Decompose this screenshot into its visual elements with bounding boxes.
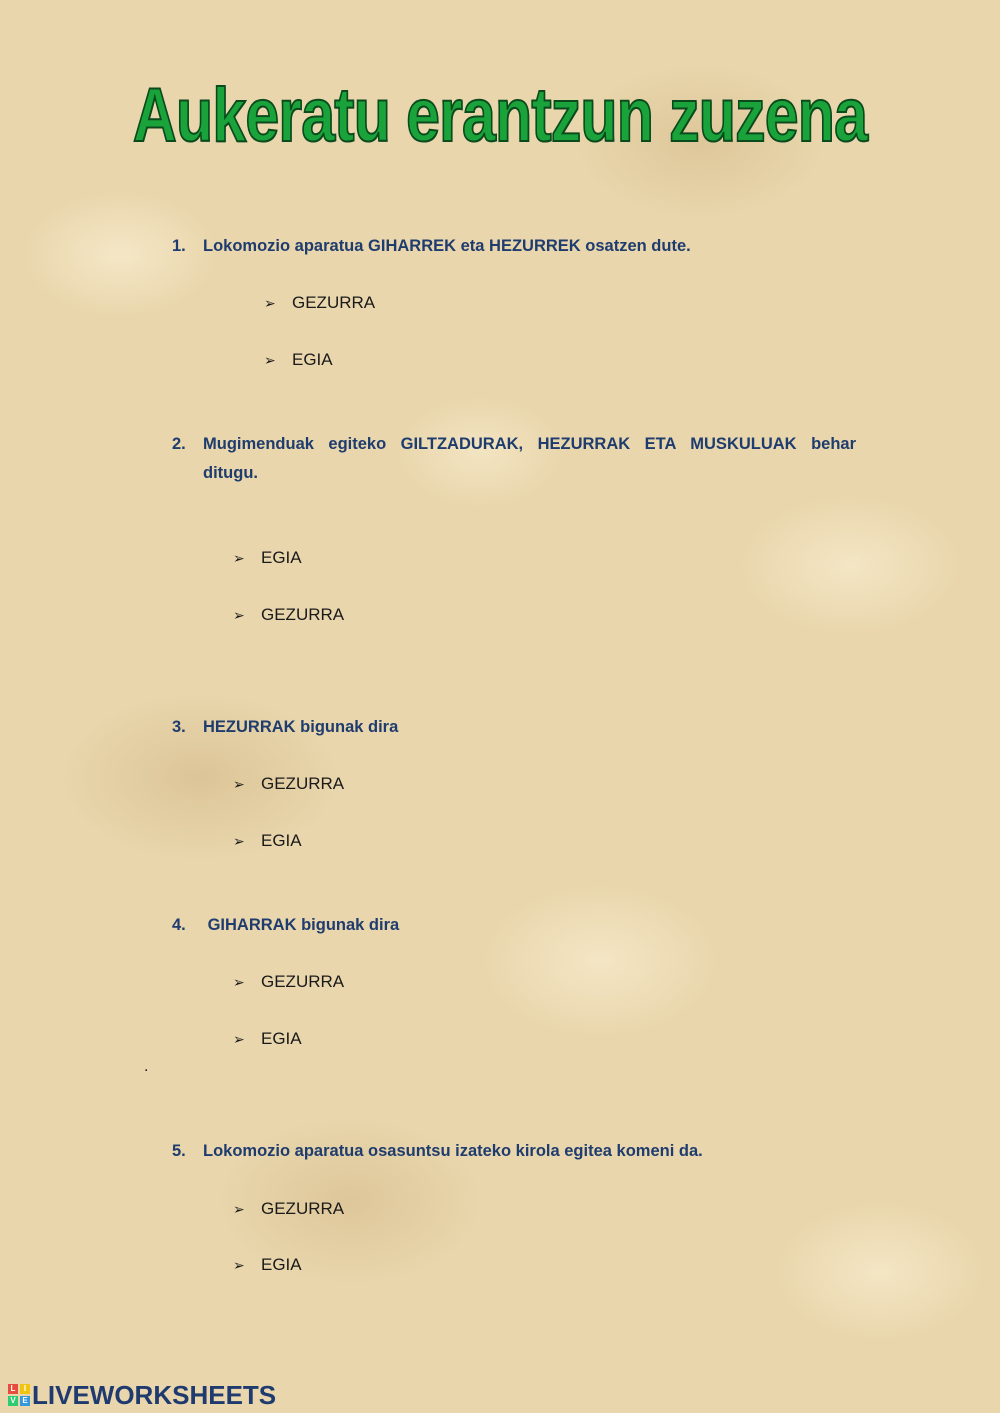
arrow-bullet-icon: ➢ [233, 1031, 245, 1047]
logo-letter-l: L [8, 1384, 18, 1394]
option-label: GEZURRA [261, 972, 345, 991]
arrow-bullet-icon: ➢ [264, 352, 276, 368]
option-label: GEZURRA [292, 293, 376, 312]
question-text: Lokomozio aparatua osasuntsu izateko kirola egitea komeni da. [203, 1142, 703, 1160]
question-text: Lokomozio aparatua GIHARREK eta HEZURREK osatzen dute. [203, 237, 691, 255]
option-egia[interactable] [233, 1254, 302, 1276]
stray-dot: . [144, 1058, 149, 1075]
question-number: 3. [172, 718, 186, 736]
logo-letter-e: E [20, 1396, 30, 1406]
question-2 [172, 430, 856, 488]
question-text: Mugimenduak egiteko GILTZADURAK, HEZURRAK ETA MUSKULUAK behar ditugu. [203, 435, 856, 482]
logo-letter-v: V [8, 1396, 18, 1406]
question-1 [172, 232, 856, 261]
question-5 [172, 1137, 856, 1166]
brand-name: LIVEWORKSHEETS [32, 1379, 277, 1410]
arrow-bullet-icon: ➢ [233, 550, 245, 566]
option-label: GEZURRA [261, 774, 345, 793]
question-number: 2. [172, 435, 186, 453]
arrow-bullet-icon: ➢ [233, 833, 245, 849]
question-text: HEZURRAK bigunak dira [203, 718, 399, 736]
question-number: 1. [172, 237, 186, 255]
arrow-bullet-icon: ➢ [264, 295, 276, 311]
arrow-bullet-icon: ➢ [233, 607, 245, 623]
option-egia[interactable] [233, 830, 302, 852]
option-label: EGIA [261, 548, 302, 567]
option-label: GEZURRA [261, 605, 345, 624]
liveworksheets-brand[interactable] [8, 1380, 276, 1410]
option-gezurra[interactable] [264, 292, 375, 314]
question-number: 5. [172, 1142, 186, 1160]
arrow-bullet-icon: ➢ [233, 974, 245, 990]
option-egia[interactable] [264, 349, 333, 371]
option-label: EGIA [261, 831, 302, 850]
option-label: EGIA [292, 350, 333, 369]
option-egia[interactable] [233, 547, 302, 569]
question-text: GIHARRAK bigunak dira [203, 916, 400, 934]
logo-letter-i: I [20, 1384, 30, 1394]
option-label: EGIA [261, 1255, 302, 1274]
option-gezurra[interactable] [233, 971, 344, 993]
question-4 [172, 911, 856, 940]
liveworksheets-logo-icon [8, 1384, 30, 1406]
arrow-bullet-icon: ➢ [233, 1201, 245, 1217]
question-number: 4. [172, 916, 186, 934]
arrow-bullet-icon: ➢ [233, 1257, 245, 1273]
option-gezurra[interactable] [233, 604, 344, 626]
question-3 [172, 713, 856, 742]
option-label: GEZURRA [261, 1199, 345, 1218]
arrow-bullet-icon: ➢ [233, 776, 245, 792]
worksheet-title: Aukeratu erantzun zuzena [132, 73, 868, 158]
option-egia[interactable] [233, 1028, 302, 1050]
option-label: EGIA [261, 1029, 302, 1048]
option-gezurra[interactable] [233, 773, 344, 795]
option-gezurra[interactable] [233, 1198, 344, 1220]
